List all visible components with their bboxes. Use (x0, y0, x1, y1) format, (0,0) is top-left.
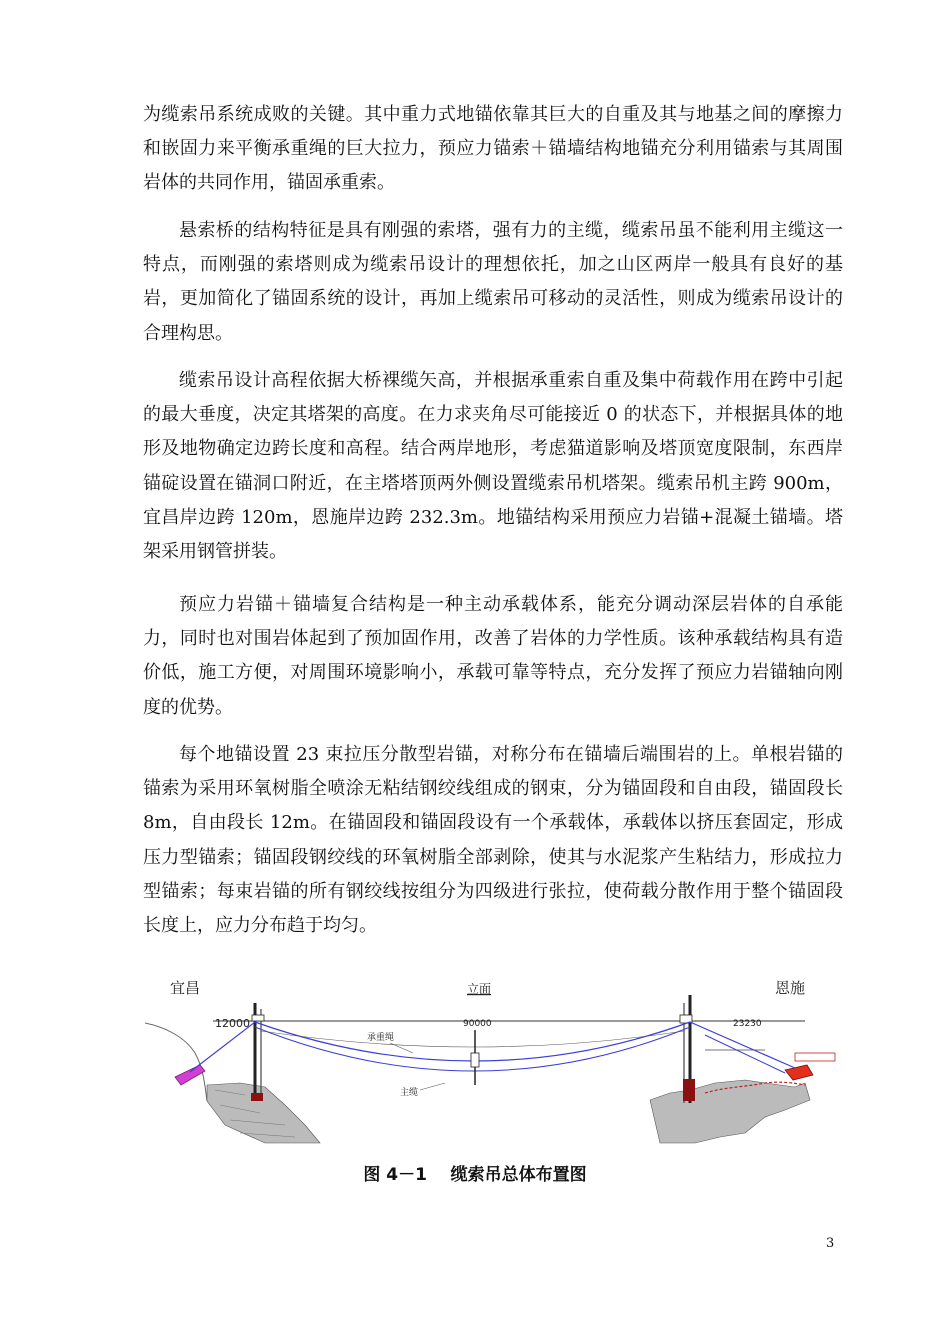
main-cable-line (261, 1031, 684, 1047)
paragraph-4: 预应力岩锚＋锚墙复合结构是一种主动承载体系，能充分调动深层岩体的自承能力，同时也对围岩体起到了预加固作用，改善了岩体的力学性质。该种承载结构具有造价低，施工方便，对周围环境影响小，承载可靠等特点，充分发挥了预应力岩锚轴向刚度的优势。 (143, 594, 843, 718)
elevation-label: 立面 (467, 982, 492, 996)
main-cable-label: 主缆 (400, 1088, 419, 1098)
main-cable-leader (420, 1083, 445, 1090)
cable-crane-layout-figure (145, 975, 845, 1150)
paragraph-2: 悬索桥的结构特征是具有刚强的索塔，强有力的主缆，缆索吊虽不能利用主缆这一特点，而刚强的索塔则成为缆索吊设计的理想依托，加之山区两岸一般具有良好的基岩，更加简化了锚固系统的设计，再加上缆索吊可移动的灵活性，则成为缆索吊设计的合理构思。 (143, 220, 843, 344)
paragraph-5: 每个地锚设置 23 束拉压分散型岩锚，对称分布在锚墙后端围岩的上。单根岩锚的锚索为采用环氧树脂全喷涂无粘结钢绞线组成的钢束，分为锚固段和自由段，锚固段长 8m，自由段长 12m。在锚固段和锚固段设有一个承载体，承载体以挤压套固定，形成压力型锚索；锚固段钢绞线的环氧树脂全部剥除，使其与水泥浆产生粘结力，形成拉力型锚索；每束岩锚的所有钢绞线按组分为四级进行张拉，使荷载分散作用于整个锚固段长度上，应力分布趋于均匀。 (143, 744, 843, 937)
left-rock-mass (207, 1083, 320, 1143)
caption-number: 图 4－1 (363, 1165, 427, 1185)
dimension-right: 23230 (733, 1019, 762, 1029)
bearing-rope-label: 承重绳 (367, 1033, 395, 1043)
left-ground-line (145, 1023, 207, 1101)
left-bank-label: 宜昌 (170, 979, 201, 997)
left-anchor-block (175, 1065, 205, 1085)
right-tower-base (683, 1079, 695, 1101)
bearing-rope-leader (390, 1043, 413, 1053)
midspan-trolley (471, 1053, 479, 1067)
right-anchor-detail (795, 1053, 835, 1061)
right-backstay (705, 1035, 785, 1073)
right-rock-mass (650, 1080, 810, 1143)
layout-drawing (145, 975, 845, 1150)
page-number: 3 (826, 1236, 835, 1251)
caption-title: 缆索吊总体布置图 (450, 1165, 587, 1185)
paragraph-3: 缆索吊设计高程依据大桥裸缆矢高，并根据承重索自重及集中荷载作用在跨中引起的最大垂度，决定其塔架的高度。在力求夹角尽可能接近 0 的状态下，并根据具体的地形及地物确定边跨长度和高程。结合两岸地形，考虑猫道影响及塔顶宽度限制，东西岸锚碇设置在锚洞口附近，在主塔塔顶两外侧设置缆索吊机塔架。缆索吊机主跨 900m，宜昌岸边跨 120m，恩施岸边跨 232.3m。地锚结构采用预应力岩锚+混凝土锚墙。塔架采用钢管拼装。 (143, 370, 843, 563)
dimension-center: 90000 (463, 1019, 492, 1029)
right-anchor-block (785, 1065, 813, 1080)
right-bank-label: 恩施 (775, 979, 806, 997)
left-tower-base (251, 1093, 263, 1101)
paragraph-1: 为缆索吊系统成败的关键。其中重力式地锚依靠其巨大的自重及其与地基之间的摩擦力和嵌固力来平衡承重绳的巨大拉力，预应力锚索＋锚墙结构地锚充分利用锚索与其周围岩体的共同作用，锚固承重索。 (143, 104, 843, 194)
figure-caption (0, 1160, 950, 1185)
left-tower-saddle (252, 1015, 264, 1021)
dimension-left: 12000 (215, 1017, 250, 1030)
